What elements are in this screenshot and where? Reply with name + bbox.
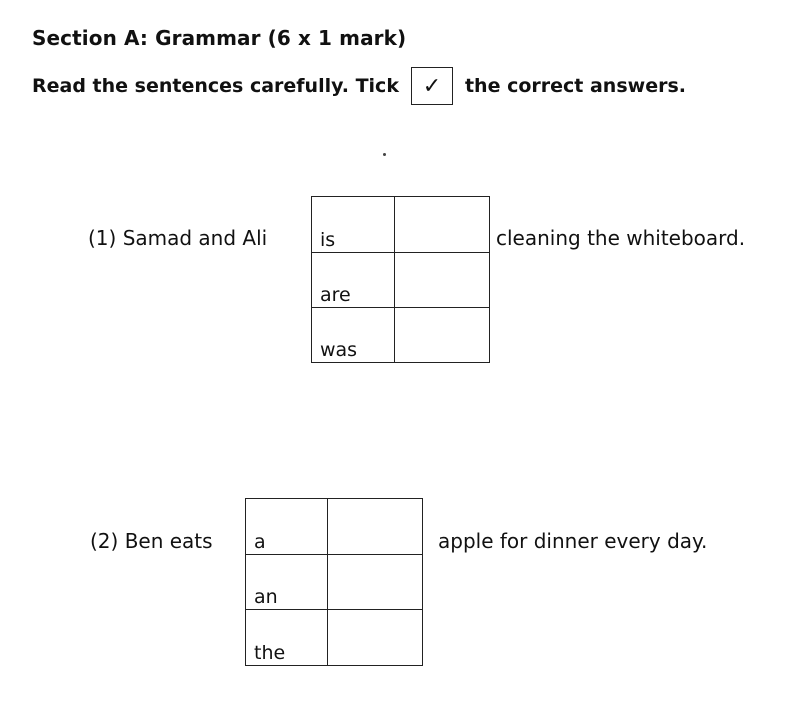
instruction-text-after: the correct answers. (464, 75, 686, 97)
answer-tick-cell[interactable] (328, 610, 423, 666)
instruction-line (32, 67, 686, 105)
choice-option-label: was (312, 308, 395, 363)
check-icon: ✓ (422, 73, 442, 99)
question-2-choice-table (245, 498, 423, 666)
choice-row (246, 610, 423, 666)
choice-option-label: are (312, 253, 395, 308)
answer-tick-cell[interactable] (395, 308, 490, 363)
answer-tick-cell[interactable] (328, 555, 423, 610)
question-2-prefix: (2) Ben eats (90, 529, 213, 553)
choice-row (312, 308, 490, 363)
choice-row (246, 555, 423, 610)
choice-option-label: is (312, 197, 395, 253)
choice-row (246, 499, 423, 555)
question-1-choice-table (311, 196, 490, 363)
choice-option-label: the (246, 610, 328, 666)
choice-row (312, 197, 490, 253)
choice-option-label: an (246, 555, 328, 610)
tick-box-example (411, 67, 453, 105)
answer-tick-cell[interactable] (395, 253, 490, 308)
answer-tick-cell[interactable] (395, 197, 490, 253)
instruction-text-before: Read the sentences carefully. Tick (32, 75, 399, 97)
stray-dot (383, 153, 386, 156)
section-title: Section A: Grammar (6 x 1 mark) (32, 26, 407, 50)
answer-tick-cell[interactable] (328, 499, 423, 555)
question-2-suffix: apple for dinner every day. (438, 529, 708, 553)
choice-option-label: a (246, 499, 328, 555)
question-1-suffix: cleaning the whiteboard. (496, 226, 746, 250)
choice-row (312, 253, 490, 308)
question-1-prefix: (1) Samad and Ali (88, 226, 268, 250)
